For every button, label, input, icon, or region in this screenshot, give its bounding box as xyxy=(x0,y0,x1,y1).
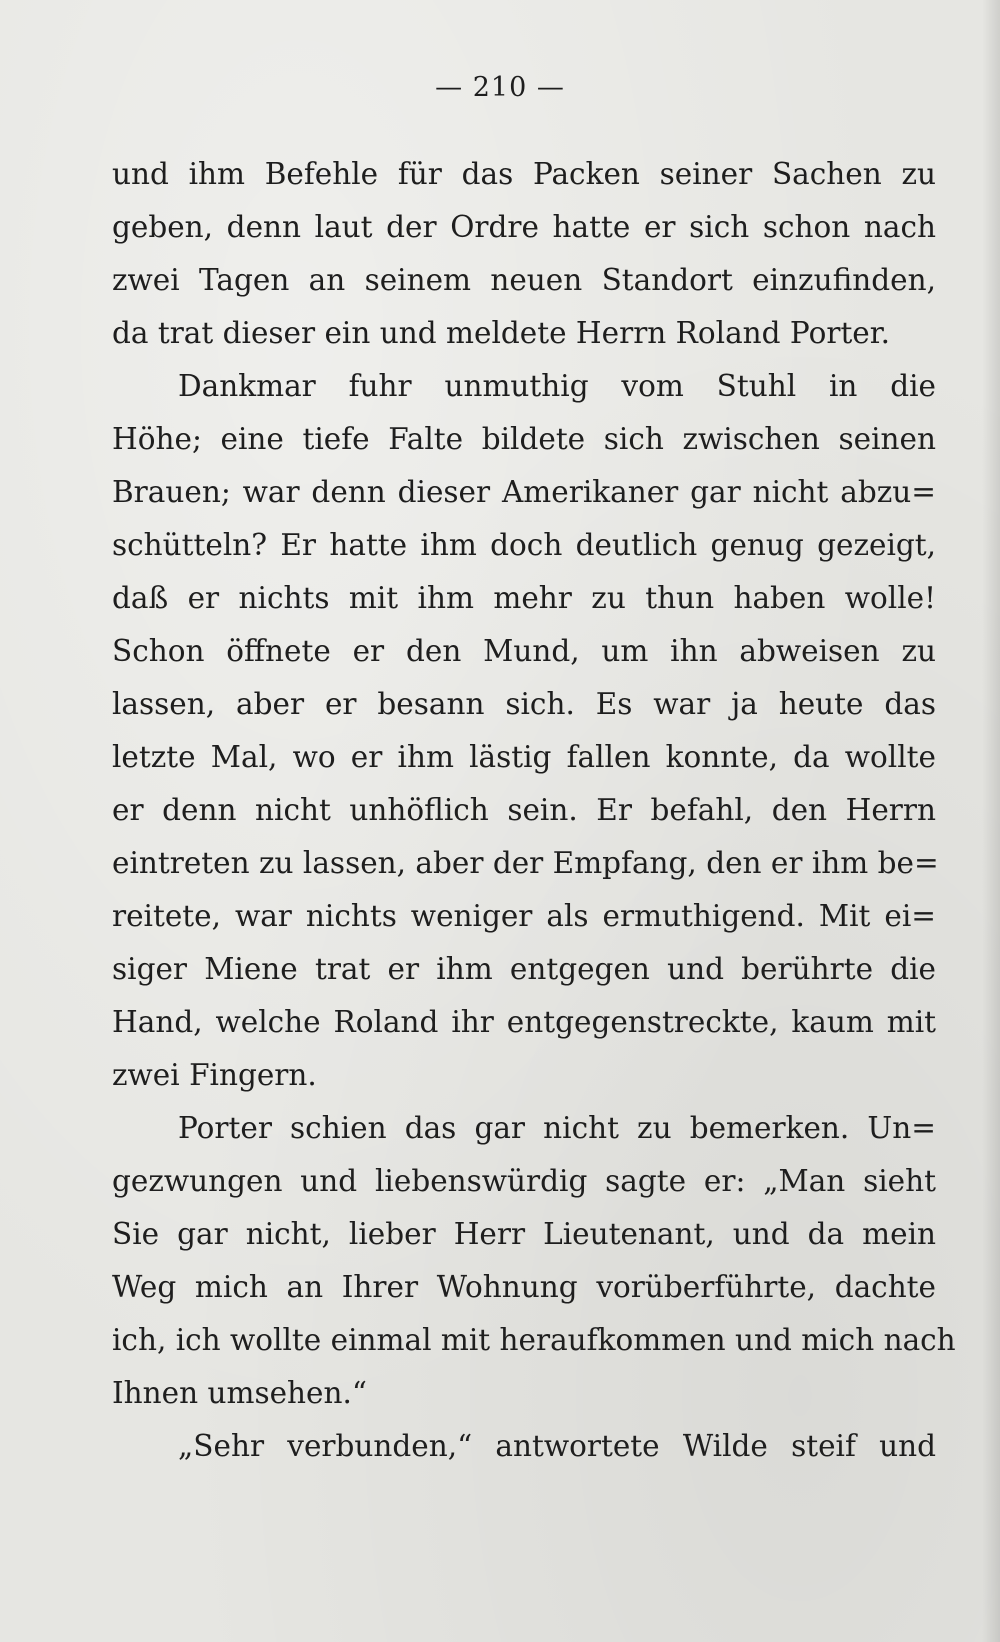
text-line: ich, ich wollte einmal mit heraufkommen und mich nach xyxy=(112,1323,956,1357)
text-line: eintreten zu lassen, aber der Empfang, den er ihm be= xyxy=(112,846,939,880)
body-text xyxy=(112,148,956,1473)
text-line: Ihnen umsehen.“ xyxy=(112,1376,367,1410)
text-line: schütteln? Er hatte ihm doch deutlich genug gezeigt, xyxy=(112,528,936,562)
text-line: letzte Mal, wo er ihm lästig fallen konnte, da wollte xyxy=(112,740,936,774)
page-number-header: — 210 — xyxy=(435,72,565,103)
text-line: Brauen; war denn dieser Amerikaner gar nicht abzu= xyxy=(112,475,936,509)
text-line: reitete, war nichts weniger als ermuthigend. Mit ei= xyxy=(112,899,936,933)
text-line: Höhe; eine tiefe Falte bildete sich zwischen seinen xyxy=(112,422,936,456)
text-line: er denn nicht unhöflich sein. Er befahl, den Herrn xyxy=(112,793,936,827)
text-line: Dankmar fuhr unmuthig vom Stuhl in die xyxy=(178,369,936,403)
text-line: lassen, aber er besann sich. Es war ja heute das xyxy=(112,687,936,721)
text-line: Schon öffnete er den Mund, um ihn abweisen zu xyxy=(112,634,936,668)
text-line: Weg mich an Ihrer Wohnung vorüberführte, dachte xyxy=(112,1270,936,1304)
text-line: Hand, welche Roland ihr entgegenstreckte, kaum mit xyxy=(112,1005,936,1039)
text-line: Sie gar nicht, lieber Herr Lieutenant, und da mein xyxy=(112,1217,936,1251)
text-line: „Sehr verbunden,“ antwortete Wilde steif und xyxy=(178,1429,936,1463)
text-line: zwei Tagen an seinem neuen Standort einzufinden, xyxy=(112,263,936,297)
text-line: zwei Fingern. xyxy=(112,1058,317,1092)
text-line: da trat dieser ein und meldete Herrn Roland Porter. xyxy=(112,316,890,350)
text-line: daß er nichts mit ihm mehr zu thun haben wolle! xyxy=(112,581,936,615)
page-edge-shadow xyxy=(982,0,1000,1642)
text-line: und ihm Befehle für das Packen seiner Sachen zu xyxy=(112,157,936,191)
text-line: geben, denn laut der Ordre hatte er sich schon nach xyxy=(112,210,936,244)
text-line: Porter schien das gar nicht zu bemerken. Un= xyxy=(178,1111,936,1145)
text-line: siger Miene trat er ihm entgegen und berührte die xyxy=(112,952,936,986)
text-line: gezwungen und liebenswürdig sagte er: „Man sieht xyxy=(112,1164,936,1198)
